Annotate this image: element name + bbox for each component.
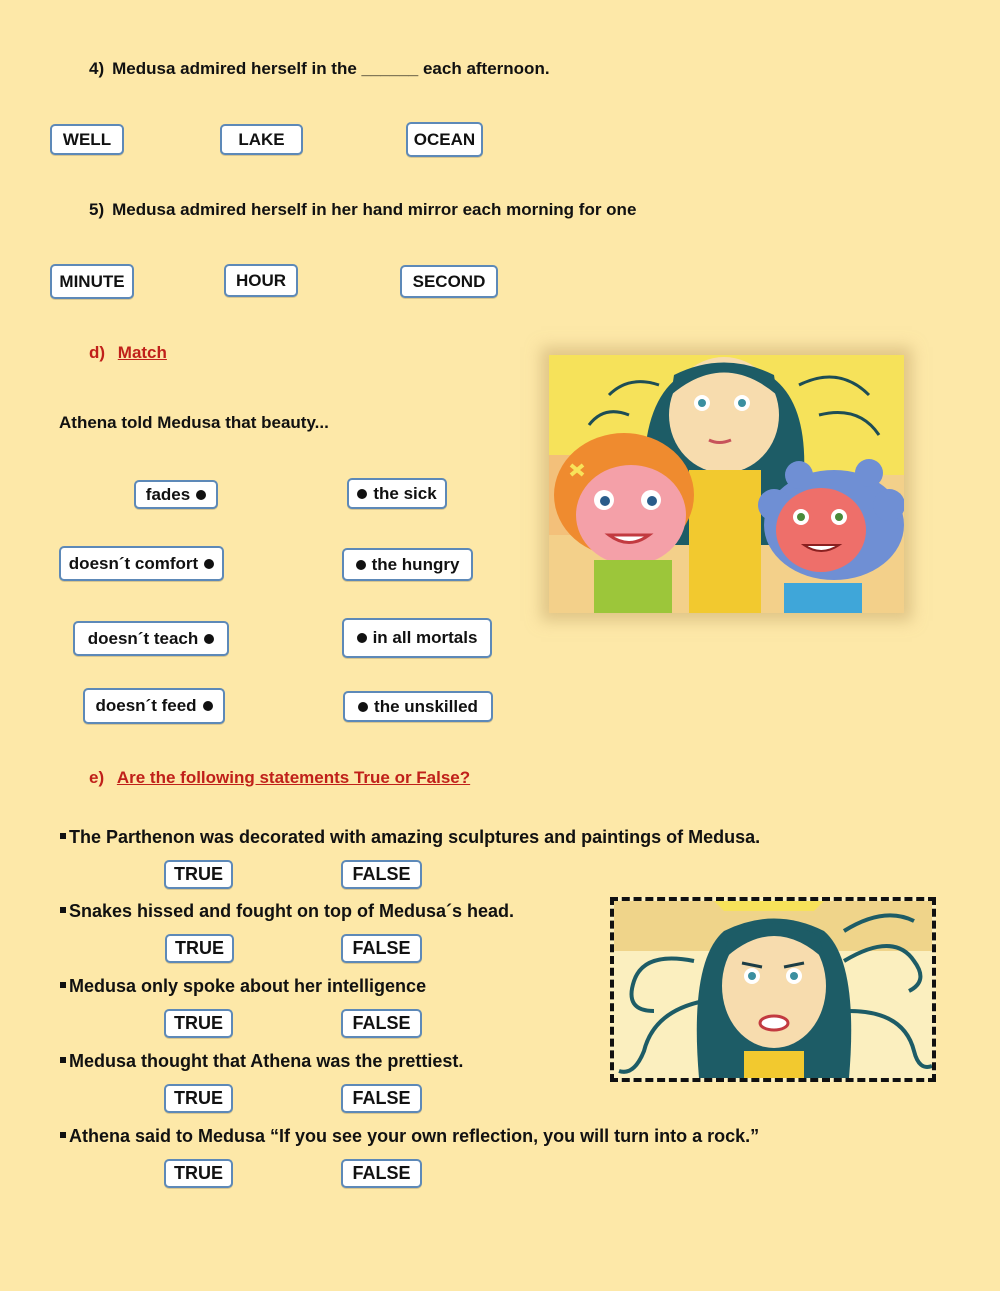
true-button[interactable]: TRUE xyxy=(164,1084,233,1113)
option-button[interactable]: HOUR xyxy=(224,264,298,297)
match-left-item[interactable] xyxy=(83,688,225,724)
statement xyxy=(60,901,514,922)
section-letter: d) xyxy=(89,343,106,362)
match-dot[interactable] xyxy=(204,559,214,569)
statement-text: The Parthenon was decorated with amazing sculptures and paintings of Medusa. xyxy=(69,827,761,847)
section-d-heading xyxy=(89,343,167,363)
match-label: in all mortals xyxy=(372,628,478,647)
false-button[interactable]: FALSE xyxy=(341,860,422,889)
question-number: 4) xyxy=(89,59,105,78)
option-button[interactable]: MINUTE xyxy=(50,264,134,299)
question-5 xyxy=(89,200,636,220)
medusa-illustration xyxy=(610,897,936,1082)
match-label: doesn´t teach xyxy=(87,628,199,648)
statement xyxy=(60,1051,463,1072)
medusa-image xyxy=(614,901,932,1078)
bullet-icon xyxy=(60,1057,66,1063)
bullet-icon xyxy=(60,907,66,913)
match-dot[interactable] xyxy=(356,560,366,570)
match-label: the unskilled xyxy=(374,696,478,716)
option-button[interactable]: LAKE xyxy=(220,124,303,155)
section-title: Are the following statements True or False? xyxy=(116,768,471,787)
question-4 xyxy=(89,59,550,79)
match-dot[interactable] xyxy=(203,701,213,711)
match-label: the sick xyxy=(373,483,437,503)
statement-text: Medusa only spoke about her intelligence xyxy=(69,976,427,996)
match-right-item[interactable] xyxy=(347,478,447,509)
match-right-item[interactable] xyxy=(342,618,492,658)
statement-text: Medusa thought that Athena was the prettiest. xyxy=(69,1051,464,1071)
match-dot[interactable] xyxy=(204,634,214,644)
false-button[interactable]: FALSE xyxy=(341,1009,422,1038)
true-button[interactable]: TRUE xyxy=(164,860,233,889)
option-button[interactable]: OCEAN xyxy=(406,122,483,157)
section-e-heading xyxy=(89,768,470,788)
match-label: doesn´t comfort xyxy=(68,553,199,573)
match-dot[interactable] xyxy=(357,489,367,499)
option-button[interactable]: SECOND xyxy=(400,265,498,298)
goddesses-image xyxy=(549,355,904,613)
false-button[interactable]: FALSE xyxy=(341,1159,422,1188)
match-dot[interactable] xyxy=(357,633,367,643)
match-left-item[interactable] xyxy=(59,546,224,581)
false-button[interactable]: FALSE xyxy=(341,1084,422,1113)
statement xyxy=(60,827,760,848)
true-button[interactable]: TRUE xyxy=(164,1009,233,1038)
match-intro: Athena told Medusa that beauty... xyxy=(59,413,329,432)
match-dot[interactable] xyxy=(358,702,368,712)
match-right-item[interactable] xyxy=(343,691,493,722)
match-label: fades xyxy=(145,484,191,504)
false-button[interactable]: FALSE xyxy=(341,934,422,963)
section-letter: e) xyxy=(89,768,105,787)
bullet-icon xyxy=(60,833,66,839)
statement-text: Athena said to Medusa “If you see your own reflection, you will turn into a rock.” xyxy=(69,1126,760,1146)
match-left-item[interactable] xyxy=(73,621,229,656)
bullet-icon xyxy=(60,1132,66,1138)
match-right-item[interactable] xyxy=(342,548,473,581)
match-dot[interactable] xyxy=(196,490,206,500)
goddesses-illustration xyxy=(549,355,904,613)
true-button[interactable]: TRUE xyxy=(164,1159,233,1188)
match-label: doesn´t feed xyxy=(95,696,197,715)
bullet-icon xyxy=(60,982,66,988)
match-label: the hungry xyxy=(371,554,460,574)
statement xyxy=(60,1126,759,1147)
section-title: Match xyxy=(117,343,167,362)
option-button[interactable]: WELL xyxy=(50,124,124,155)
question-text: Medusa admired herself in her hand mirror each morning for one xyxy=(112,200,637,219)
statement xyxy=(60,976,426,997)
question-number: 5) xyxy=(89,200,105,219)
true-button[interactable]: TRUE xyxy=(165,934,234,963)
match-left-item[interactable] xyxy=(134,480,218,509)
question-text: Medusa admired herself in the ______ each afternoon. xyxy=(112,59,550,78)
statement-text: Snakes hissed and fought on top of Medusa´s head. xyxy=(69,901,515,921)
